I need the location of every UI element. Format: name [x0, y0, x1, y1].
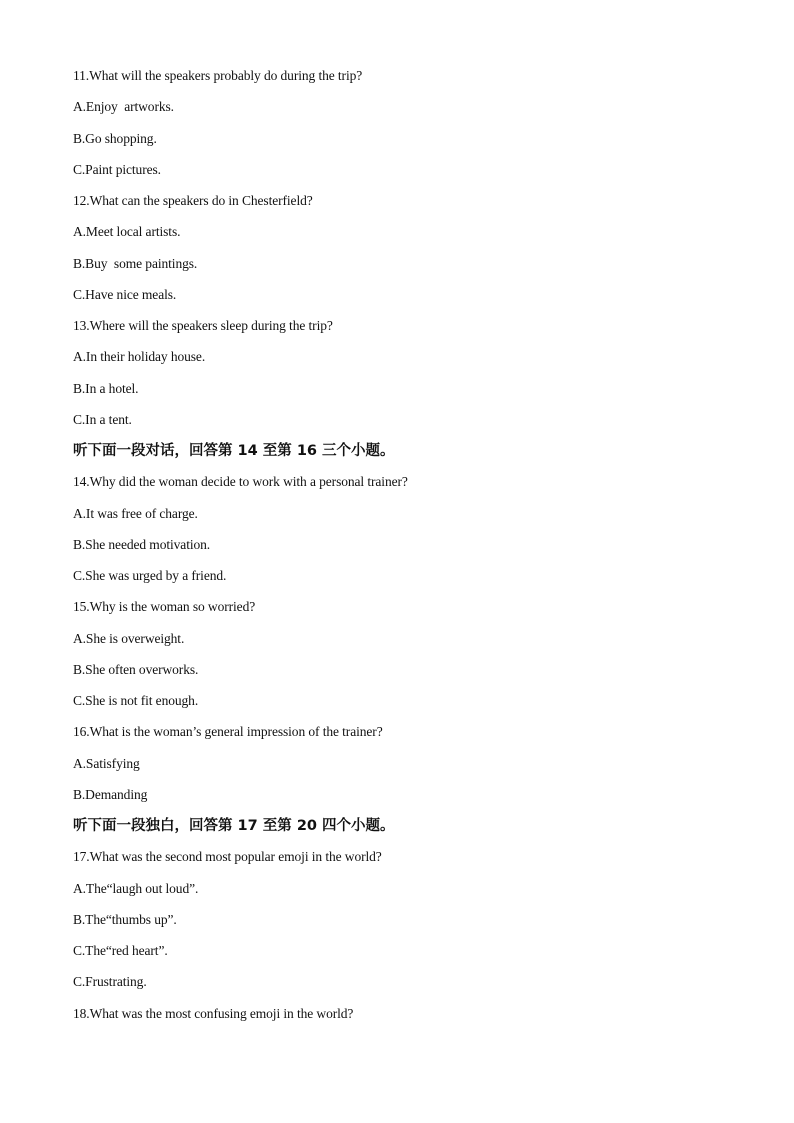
- question-14-option-b: B.She needed motivation.: [73, 536, 211, 552]
- question-13-option-c: C.In a tent.: [73, 411, 132, 427]
- question-12-option-a: A.Meet local artists.: [73, 224, 181, 240]
- question-11-option-c: C.Paint pictures.: [73, 161, 161, 177]
- question-15-option-b: B.She often overworks.: [73, 661, 199, 677]
- section-heading-dialogue: 听下面一段对话，回答第 14 至第 16 三个小题。: [73, 443, 395, 459]
- question-17-option-c: C.The“red heart”.: [73, 943, 168, 958]
- question-13-text: 13.Where will the speakers sleep during the trip?: [73, 318, 333, 333]
- question-12-option-c: C.Have nice meals.: [73, 286, 177, 302]
- question-15-option-a: A.She is overweight.: [73, 630, 185, 646]
- question-13-option-b: B.In a hotel.: [73, 380, 139, 396]
- document-page: [73, 66, 753, 1035]
- question-12-text: 12.What can the speakers do in Chesterfield?: [73, 193, 313, 208]
- question-11-option-b: B.Go shopping.: [73, 130, 157, 146]
- question-15-option-c: C.She is not fit enough.: [73, 693, 199, 708]
- question-11-text: 11.What will the speakers probably do during the trip?: [73, 68, 363, 83]
- question-14-option-a: A.It was free of charge.: [73, 505, 198, 521]
- question-11-option-a: A.Enjoy artworks.: [73, 99, 174, 115]
- question-16-option-b: B.Demanding: [73, 786, 148, 802]
- question-18-text: 18.What was the most confusing emoji in the world?: [73, 1005, 354, 1021]
- question-17-option-a: A.The“laugh out loud”.: [73, 880, 199, 896]
- question-15-text: 15.Why is the woman so worried?: [73, 599, 256, 615]
- question-17-text: 17.What was the second most popular emoji in the world?: [73, 849, 382, 865]
- question-12-option-b: B.Buy some paintings.: [73, 255, 198, 271]
- question-13-option-a: A.In their holiday house.: [73, 349, 206, 365]
- question-17-option-b: B.The“thumbs up”.: [73, 911, 177, 927]
- question-17-option-extra: C.Frustrating.: [73, 974, 147, 990]
- question-16-option-a: A.Satisfying: [73, 755, 140, 771]
- section-heading-monologue: 听下面一段独白，回答第 17 至第 20 四个小题。: [73, 818, 395, 834]
- question-16-text: 16.What is the woman’s general impression of the trainer?: [73, 724, 383, 740]
- question-14-option-c: C.She was urged by a friend.: [73, 568, 227, 583]
- question-14-text: 14.Why did the woman decide to work with a personal trainer?: [73, 474, 408, 490]
